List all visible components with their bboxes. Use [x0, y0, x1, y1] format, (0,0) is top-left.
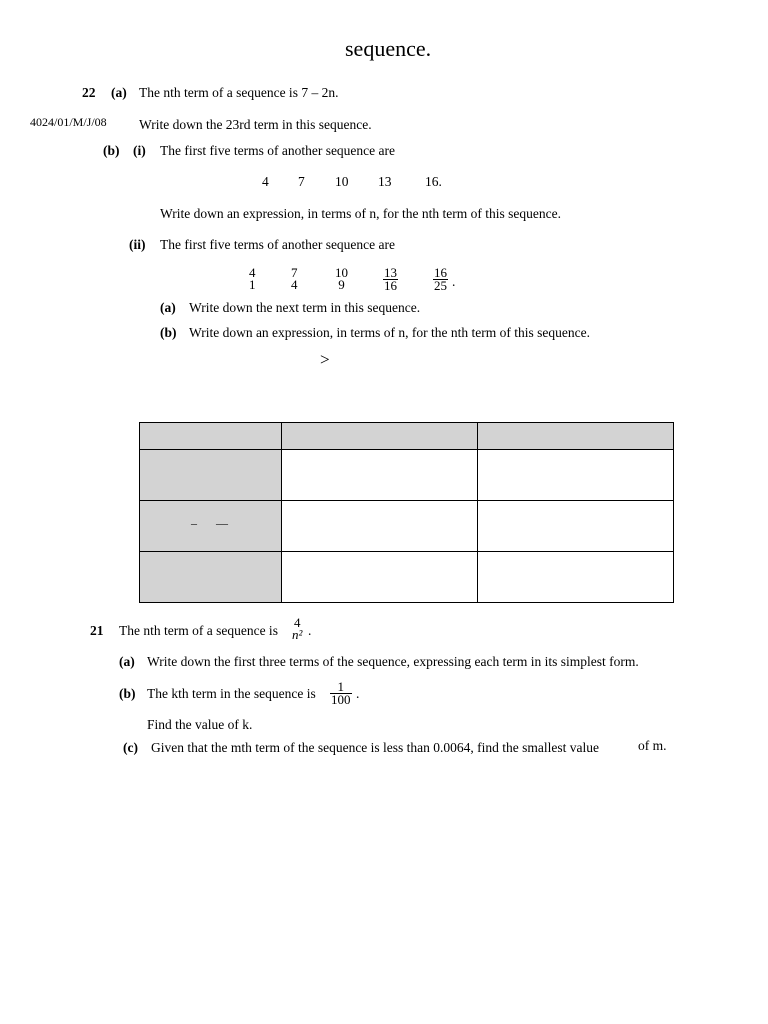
- table-cell: [282, 450, 478, 501]
- q21-b-end: .: [356, 686, 360, 701]
- q21-b-sub: Find the value of k.: [147, 717, 253, 732]
- exam-code: 4024/01/M/J/08: [30, 115, 107, 129]
- table-cell: [140, 552, 282, 603]
- sequence-fraction: 10 9: [335, 265, 348, 292]
- table-row: [140, 552, 674, 603]
- table-cell: [478, 423, 674, 450]
- sequence-fraction: $\frac{13}{16}$: [384, 265, 397, 293]
- q21-intro-end: .: [308, 623, 312, 638]
- q21-number: 21: [90, 623, 104, 638]
- q22-a-label: (a): [111, 85, 127, 100]
- sequence-term: 10: [335, 174, 349, 189]
- q22-bii-a-text: Write down the next term in this sequence.: [189, 300, 421, 315]
- sequence-fraction: 7 4: [291, 265, 298, 292]
- page-heading: sequence.: [345, 36, 432, 61]
- q21-fraction: 4 n²: [292, 615, 303, 642]
- q22-bii-a-label: (a): [160, 300, 176, 315]
- table-mark: —: [216, 516, 228, 530]
- sequence-term: 7: [298, 174, 305, 189]
- sequence-fraction: $\frac{16}{25}$: [434, 265, 447, 293]
- table-cell: [478, 450, 674, 501]
- q22-bi-sub: Write down an expression, in terms of n, for the nth term of this sequence.: [160, 206, 561, 221]
- table-row: [140, 450, 674, 501]
- answer-table: [139, 422, 674, 603]
- table-cell: [140, 501, 282, 552]
- q22-bii-b-label: (b): [160, 325, 177, 340]
- table-row: [140, 501, 674, 552]
- q22-bii-label: (ii): [129, 237, 146, 252]
- q21-b-fraction: $\frac{1}{100}$: [331, 679, 351, 707]
- sequence-term: 4: [262, 174, 269, 189]
- sequence-fraction: 4 1: [249, 265, 256, 292]
- table-cell: [478, 552, 674, 603]
- q21-a-text: Write down the first three terms of the sequence, expressing each term in its simplest form.: [147, 654, 639, 669]
- q22-bii-b-text: Write down an expression, in terms of n, for the nth term of this sequence.: [189, 325, 590, 340]
- stray-symbol: >: [320, 350, 330, 369]
- q22-a-sub: Write down the 23rd term in this sequence.: [139, 117, 372, 132]
- table-cell: [478, 501, 674, 552]
- q21-c-label: (c): [123, 740, 138, 755]
- table-cell: [140, 450, 282, 501]
- fraction-trailing-dot: .: [452, 274, 456, 289]
- table-cell: [140, 423, 282, 450]
- table-mark: –: [191, 516, 197, 530]
- q22-bii-text: The first five terms of another sequence are: [160, 237, 396, 252]
- q22-number: 22: [82, 85, 96, 100]
- table-cell: [282, 423, 478, 450]
- q21-c-end: of m.: [638, 738, 667, 753]
- q22-b-label: (b): [103, 143, 120, 158]
- q22-bi-label: (i): [133, 143, 146, 158]
- q22-bi-text: The first five terms of another sequence are: [160, 143, 396, 158]
- q21-intro: The nth term of a sequence is: [119, 623, 278, 638]
- q21-a-label: (a): [119, 654, 135, 669]
- q21-b-text: The kth term in the sequence is: [147, 686, 316, 701]
- table-cell: [282, 552, 478, 603]
- table-row: [140, 423, 674, 450]
- table-cell: [282, 501, 478, 552]
- q22-a-text: The nth term of a sequence is 7 – 2n.: [139, 85, 339, 100]
- q21-b-label: (b): [119, 686, 136, 701]
- sequence-term: 13: [378, 174, 392, 189]
- sequence-term: 16.: [425, 174, 442, 189]
- q21-c-text: Given that the mth term of the sequence is less than 0.0064, find the smallest value: [151, 740, 600, 755]
